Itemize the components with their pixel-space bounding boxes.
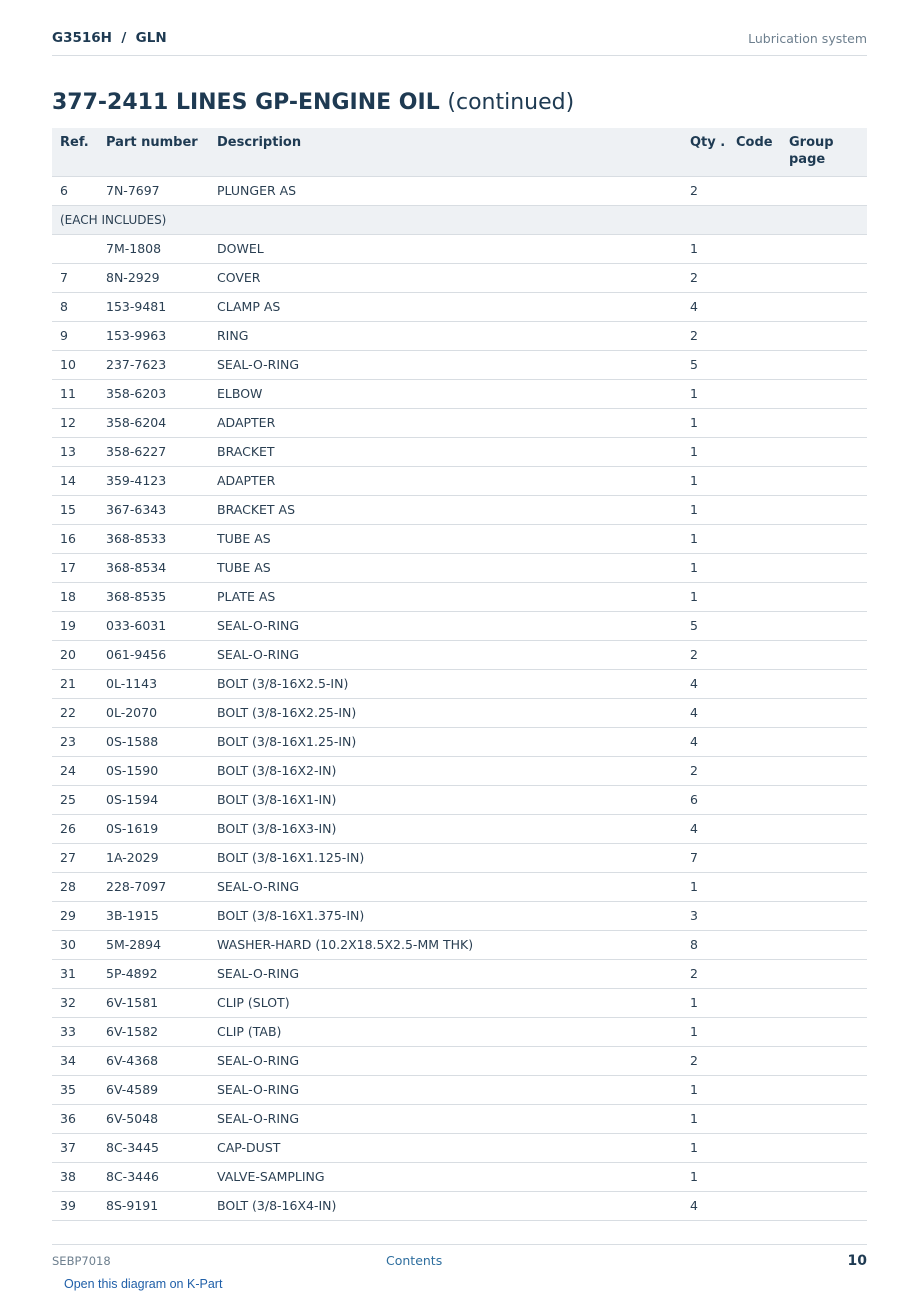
cell-qty: 5: [682, 611, 728, 640]
cell-qty: 6: [682, 785, 728, 814]
cell-description: ADAPTER: [209, 466, 682, 495]
cell-ref: 17: [52, 553, 98, 582]
cell-qty: 2: [682, 640, 728, 669]
table-row: [52, 930, 867, 959]
table-row: [52, 785, 867, 814]
cell-part-number: 0L-1143: [98, 669, 209, 698]
cell-code: [728, 292, 781, 321]
table-row: [52, 872, 867, 901]
cell-qty: 4: [682, 698, 728, 727]
cell-group-page: [781, 901, 867, 930]
cell-ref: 37: [52, 1133, 98, 1162]
cell-code: [728, 756, 781, 785]
cell-qty: 1: [682, 524, 728, 553]
cell-ref: 39: [52, 1191, 98, 1220]
cell-part-number: 153-9963: [98, 321, 209, 350]
cell-qty: 4: [682, 814, 728, 843]
cell-code: [728, 959, 781, 988]
cell-description: COVER: [209, 263, 682, 292]
cell-part-number: 359-4123: [98, 466, 209, 495]
cell-part-number: 228-7097: [98, 872, 209, 901]
parts-table-body: [52, 176, 867, 1220]
cell-description: BOLT (3/8-16X2-IN): [209, 756, 682, 785]
table-row: [52, 408, 867, 437]
cell-description: DOWEL: [209, 234, 682, 263]
cell-part-number: 061-9456: [98, 640, 209, 669]
table-row: [52, 553, 867, 582]
cell-group-page: [781, 1191, 867, 1220]
cell-qty: 2: [682, 176, 728, 205]
cell-qty: 1: [682, 1075, 728, 1104]
table-row: [52, 669, 867, 698]
table-row: [52, 1133, 867, 1162]
cell-code: [728, 611, 781, 640]
cell-code: [728, 1191, 781, 1220]
table-row: [52, 611, 867, 640]
cell-description: ADAPTER: [209, 408, 682, 437]
cell-description: BOLT (3/8-16X1.375-IN): [209, 901, 682, 930]
cell-ref: 22: [52, 698, 98, 727]
table-row: [52, 1162, 867, 1191]
note-text: (EACH INCLUDES): [52, 205, 867, 234]
cell-qty: 4: [682, 1191, 728, 1220]
cell-qty: 2: [682, 959, 728, 988]
cell-code: [728, 176, 781, 205]
cell-qty: 2: [682, 321, 728, 350]
cell-description: SEAL-O-RING: [209, 1046, 682, 1075]
column-header-qty: Qty .: [682, 128, 728, 176]
cell-part-number: 8C-3446: [98, 1162, 209, 1191]
cell-description: BOLT (3/8-16X2.25-IN): [209, 698, 682, 727]
cell-ref: 29: [52, 901, 98, 930]
cell-group-page: [781, 959, 867, 988]
cell-group-page: [781, 1075, 867, 1104]
cell-code: [728, 872, 781, 901]
cell-group-page: [781, 698, 867, 727]
cell-group-page: [781, 292, 867, 321]
cell-qty: 2: [682, 756, 728, 785]
cell-group-page: [781, 1046, 867, 1075]
cell-description: PLATE AS: [209, 582, 682, 611]
table-row: [52, 901, 867, 930]
table-row: [52, 176, 867, 205]
cell-qty: 1: [682, 495, 728, 524]
table-note-row: [52, 205, 867, 234]
table-row: [52, 756, 867, 785]
cell-description: BRACKET: [209, 437, 682, 466]
cell-qty: 7: [682, 843, 728, 872]
cell-qty: 1: [682, 234, 728, 263]
cell-group-page: [781, 1104, 867, 1133]
cell-ref: 16: [52, 524, 98, 553]
cell-part-number: 367-6343: [98, 495, 209, 524]
table-row: [52, 814, 867, 843]
cell-ref: 11: [52, 379, 98, 408]
cell-group-page: [781, 379, 867, 408]
cell-code: [728, 466, 781, 495]
cell-description: TUBE AS: [209, 553, 682, 582]
cell-description: SEAL-O-RING: [209, 611, 682, 640]
cell-code: [728, 843, 781, 872]
cell-code: [728, 263, 781, 292]
cell-ref: 31: [52, 959, 98, 988]
cell-description: SEAL-O-RING: [209, 1104, 682, 1133]
cell-code: [728, 814, 781, 843]
cell-code: [728, 553, 781, 582]
cell-ref: 13: [52, 437, 98, 466]
cell-ref: 19: [52, 611, 98, 640]
cell-group-page: [781, 727, 867, 756]
cell-code: [728, 698, 781, 727]
table-row: [52, 1017, 867, 1046]
column-header-group-page: Group page: [781, 128, 867, 176]
cell-group-page: [781, 321, 867, 350]
column-header-description: Description: [209, 128, 682, 176]
cell-description: CLIP (TAB): [209, 1017, 682, 1046]
cell-group-page: [781, 785, 867, 814]
cell-group-page: [781, 640, 867, 669]
cell-part-number: 0S-1590: [98, 756, 209, 785]
cell-group-page: [781, 1133, 867, 1162]
cell-group-page: [781, 350, 867, 379]
cell-ref: 30: [52, 930, 98, 959]
cell-ref: 10: [52, 350, 98, 379]
table-row: [52, 321, 867, 350]
cell-group-page: [781, 466, 867, 495]
cell-ref: 36: [52, 1104, 98, 1133]
cell-group-page: [781, 1017, 867, 1046]
cell-ref: 6: [52, 176, 98, 205]
cell-code: [728, 437, 781, 466]
cell-group-page: [781, 495, 867, 524]
cell-part-number: 5P-4892: [98, 959, 209, 988]
cell-qty: 4: [682, 669, 728, 698]
title-main: 377-2411 LINES GP-ENGINE OIL: [52, 90, 440, 115]
cell-code: [728, 1104, 781, 1133]
cell-group-page: [781, 611, 867, 640]
cell-ref: 7: [52, 263, 98, 292]
cell-code: [728, 930, 781, 959]
cell-part-number: 3B-1915: [98, 901, 209, 930]
cell-code: [728, 321, 781, 350]
cell-group-page: [781, 553, 867, 582]
table-row: [52, 437, 867, 466]
page-number: 10: [847, 1253, 867, 1269]
cell-part-number: 153-9481: [98, 292, 209, 321]
cell-code: [728, 524, 781, 553]
cell-qty: 1: [682, 1104, 728, 1133]
cell-part-number: 6V-5048: [98, 1104, 209, 1133]
cell-description: PLUNGER AS: [209, 176, 682, 205]
cell-qty: 1: [682, 582, 728, 611]
cell-description: SEAL-O-RING: [209, 1075, 682, 1104]
cell-group-page: [781, 756, 867, 785]
cell-part-number: 6V-4368: [98, 1046, 209, 1075]
cell-part-number: 358-6204: [98, 408, 209, 437]
contents-link[interactable]: Contents: [386, 1253, 443, 1268]
cell-qty: 5: [682, 350, 728, 379]
cell-description: CLAMP AS: [209, 292, 682, 321]
table-row: [52, 727, 867, 756]
cell-part-number: 5M-2894: [98, 930, 209, 959]
cell-description: BOLT (3/8-16X3-IN): [209, 814, 682, 843]
table-row: [52, 988, 867, 1017]
table-row: [52, 698, 867, 727]
cell-group-page: [781, 408, 867, 437]
cell-qty: 1: [682, 1162, 728, 1191]
cell-code: [728, 408, 781, 437]
cell-ref: 18: [52, 582, 98, 611]
cell-part-number: 0S-1588: [98, 727, 209, 756]
cell-qty: 1: [682, 1133, 728, 1162]
cell-description: SEAL-O-RING: [209, 872, 682, 901]
cell-part-number: 033-6031: [98, 611, 209, 640]
cell-part-number: 6V-1581: [98, 988, 209, 1017]
cell-ref: 27: [52, 843, 98, 872]
cell-part-number: 0L-2070: [98, 698, 209, 727]
cell-part-number: 368-8535: [98, 582, 209, 611]
table-row: [52, 350, 867, 379]
cell-part-number: 358-6227: [98, 437, 209, 466]
cell-ref: 21: [52, 669, 98, 698]
cell-group-page: [781, 176, 867, 205]
column-header-part-number: Part number: [98, 128, 209, 176]
cell-ref: 14: [52, 466, 98, 495]
cell-group-page: [781, 234, 867, 263]
cell-part-number: 368-8534: [98, 553, 209, 582]
cell-group-page: [781, 988, 867, 1017]
cell-part-number: 0S-1619: [98, 814, 209, 843]
cell-group-page: [781, 930, 867, 959]
cell-group-page: [781, 814, 867, 843]
cell-ref: 25: [52, 785, 98, 814]
cell-group-page: [781, 1162, 867, 1191]
parts-table: [52, 128, 867, 1221]
cell-code: [728, 582, 781, 611]
cell-description: WASHER-HARD (10.2X18.5X2.5-MM THK): [209, 930, 682, 959]
table-row: [52, 1104, 867, 1133]
cell-description: VALVE-SAMPLING: [209, 1162, 682, 1191]
cell-part-number: 0S-1594: [98, 785, 209, 814]
cell-description: BOLT (3/8-16X4-IN): [209, 1191, 682, 1220]
model-label: G3516H / GLN: [52, 30, 167, 46]
page-title: [52, 89, 574, 117]
cell-description: SEAL-O-RING: [209, 640, 682, 669]
cell-qty: 1: [682, 379, 728, 408]
cell-code: [728, 640, 781, 669]
cell-description: BOLT (3/8-16X1-IN): [209, 785, 682, 814]
parts-table-header: [52, 128, 867, 176]
title-continued: (continued): [447, 90, 575, 115]
cell-description: BOLT (3/8-16X2.5-IN): [209, 669, 682, 698]
table-row: [52, 292, 867, 321]
cell-ref: [52, 234, 98, 263]
cell-part-number: 8S-9191: [98, 1191, 209, 1220]
cell-qty: 8: [682, 930, 728, 959]
cell-ref: 33: [52, 1017, 98, 1046]
cell-part-number: 6V-4589: [98, 1075, 209, 1104]
table-row: [52, 466, 867, 495]
table-row: [52, 524, 867, 553]
cell-description: SEAL-O-RING: [209, 959, 682, 988]
cell-ref: 20: [52, 640, 98, 669]
cell-ref: 12: [52, 408, 98, 437]
cell-qty: 1: [682, 988, 728, 1017]
cell-ref: 32: [52, 988, 98, 1017]
cell-code: [728, 495, 781, 524]
cell-code: [728, 1162, 781, 1191]
cell-qty: 1: [682, 437, 728, 466]
open-kpart-diagram-link[interactable]: Open this diagram on K-Part: [64, 1277, 223, 1291]
cell-code: [728, 234, 781, 263]
cell-ref: 8: [52, 292, 98, 321]
cell-code: [728, 988, 781, 1017]
cell-code: [728, 1017, 781, 1046]
table-row: [52, 640, 867, 669]
table-row: [52, 379, 867, 408]
cell-qty: 1: [682, 466, 728, 495]
cell-part-number: 1A-2029: [98, 843, 209, 872]
cell-part-number: 7N-7697: [98, 176, 209, 205]
cell-ref: 35: [52, 1075, 98, 1104]
cell-group-page: [781, 524, 867, 553]
table-row: [52, 959, 867, 988]
cell-ref: 28: [52, 872, 98, 901]
cell-code: [728, 785, 781, 814]
cell-qty: 2: [682, 263, 728, 292]
page-header: [52, 28, 867, 56]
cell-ref: 23: [52, 727, 98, 756]
cell-qty: 4: [682, 292, 728, 321]
document-code: SEBP7018: [52, 1254, 111, 1268]
cell-ref: 9: [52, 321, 98, 350]
cell-code: [728, 901, 781, 930]
cell-qty: 3: [682, 901, 728, 930]
cell-part-number: 8C-3445: [98, 1133, 209, 1162]
table-row: [52, 1191, 867, 1220]
cell-qty: 1: [682, 1017, 728, 1046]
cell-description: BOLT (3/8-16X1.125-IN): [209, 843, 682, 872]
cell-qty: 1: [682, 872, 728, 901]
cell-description: RING: [209, 321, 682, 350]
table-row: [52, 234, 867, 263]
cell-description: TUBE AS: [209, 524, 682, 553]
cell-code: [728, 1075, 781, 1104]
header-row: [52, 128, 867, 176]
cell-ref: 38: [52, 1162, 98, 1191]
cell-ref: 26: [52, 814, 98, 843]
cell-description: CAP-DUST: [209, 1133, 682, 1162]
cell-group-page: [781, 582, 867, 611]
cell-description: CLIP (SLOT): [209, 988, 682, 1017]
table-row: [52, 582, 867, 611]
cell-part-number: 358-6203: [98, 379, 209, 408]
cell-group-page: [781, 872, 867, 901]
cell-ref: 15: [52, 495, 98, 524]
cell-group-page: [781, 263, 867, 292]
cell-code: [728, 727, 781, 756]
cell-qty: 4: [682, 727, 728, 756]
cell-description: ELBOW: [209, 379, 682, 408]
cell-code: [728, 1133, 781, 1162]
cell-group-page: [781, 437, 867, 466]
cell-description: BRACKET AS: [209, 495, 682, 524]
cell-part-number: 6V-1582: [98, 1017, 209, 1046]
page-footer: [52, 1244, 867, 1301]
cell-part-number: 7M-1808: [98, 234, 209, 263]
cell-part-number: 8N-2929: [98, 263, 209, 292]
cell-ref: 24: [52, 756, 98, 785]
cell-qty: 2: [682, 1046, 728, 1075]
cell-group-page: [781, 843, 867, 872]
cell-part-number: 237-7623: [98, 350, 209, 379]
cell-code: [728, 1046, 781, 1075]
table-row: [52, 1075, 867, 1104]
cell-qty: 1: [682, 408, 728, 437]
cell-description: BOLT (3/8-16X1.25-IN): [209, 727, 682, 756]
cell-qty: 1: [682, 553, 728, 582]
cell-part-number: 368-8533: [98, 524, 209, 553]
cell-code: [728, 350, 781, 379]
cell-code: [728, 669, 781, 698]
table-row: [52, 263, 867, 292]
cell-group-page: [781, 669, 867, 698]
column-header-code: Code: [728, 128, 781, 176]
column-header-ref: Ref.: [52, 128, 98, 176]
table-row: [52, 1046, 867, 1075]
cell-description: SEAL-O-RING: [209, 350, 682, 379]
cell-code: [728, 379, 781, 408]
section-label: Lubrication system: [748, 31, 867, 46]
table-row: [52, 843, 867, 872]
cell-ref: 34: [52, 1046, 98, 1075]
table-row: [52, 495, 867, 524]
